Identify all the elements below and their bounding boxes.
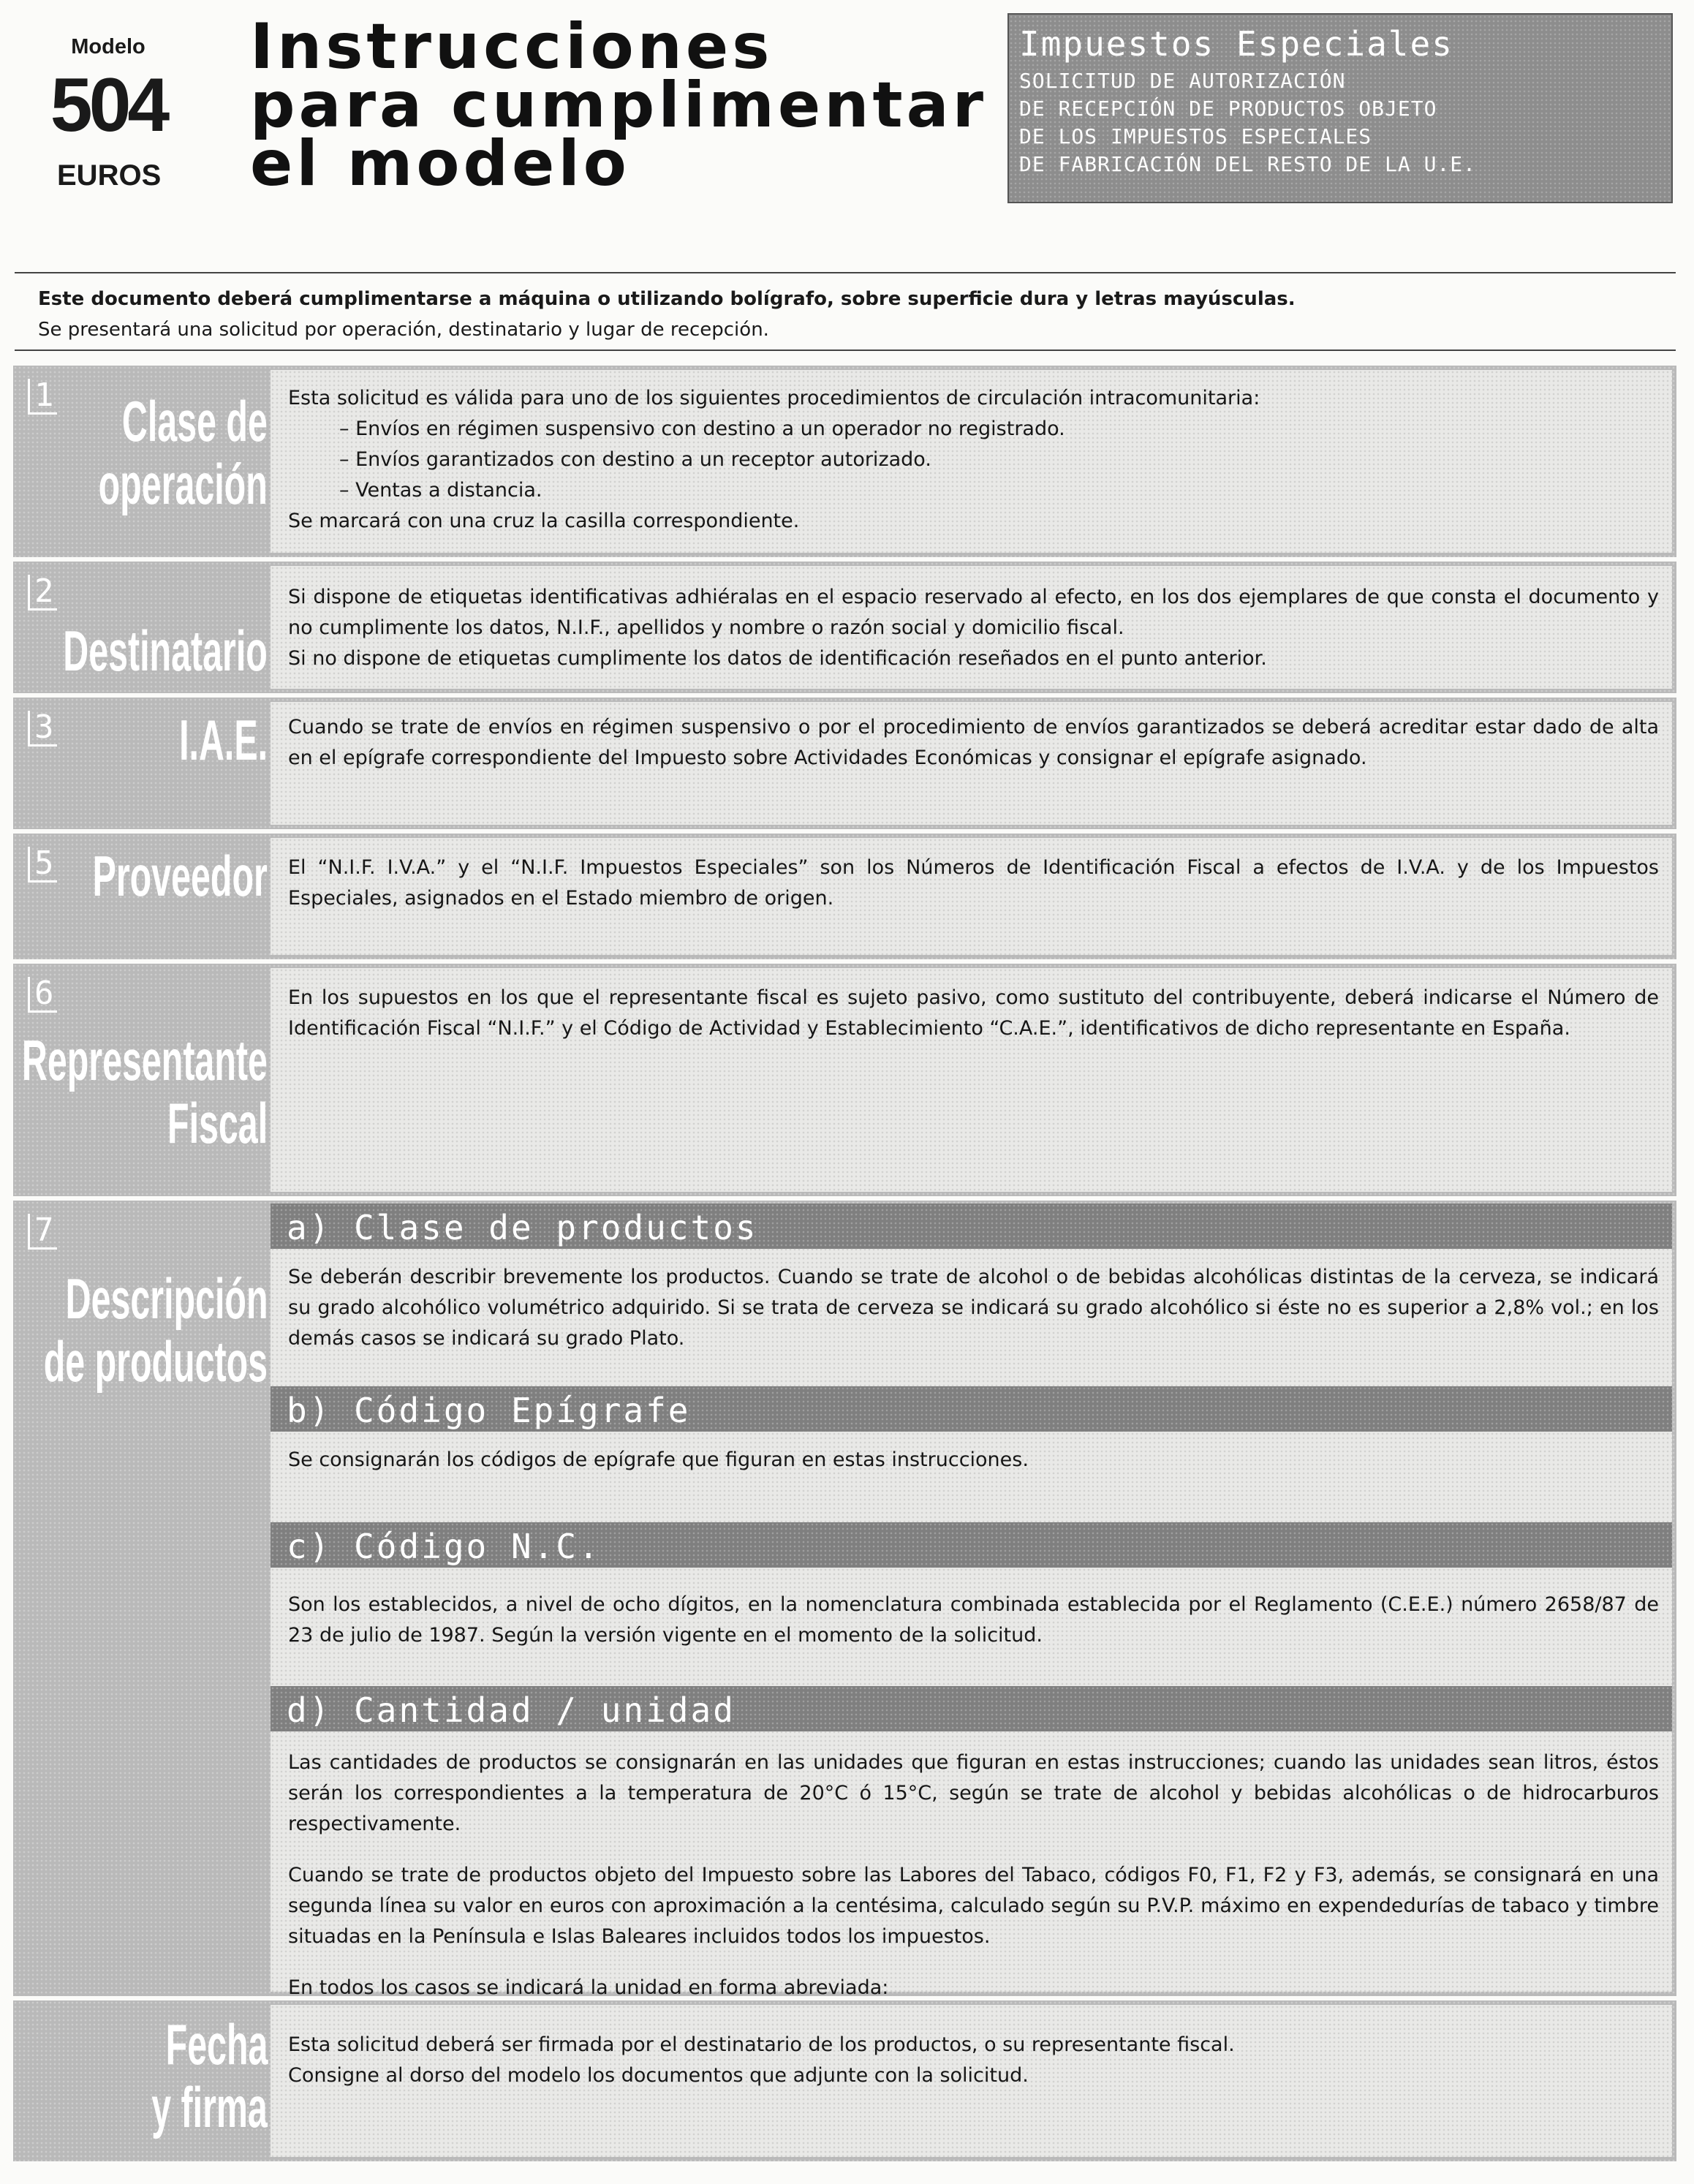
subheader-title: b) Código Epígrafe [287,1391,691,1430]
title-line-3: el modelo [250,127,630,200]
section-title-line: Proveedor [92,844,268,908]
tax-box [1007,13,1673,203]
section-content [271,370,1672,553]
list-item: – Ventas a distancia. [339,479,542,502]
section-text [288,712,1659,774]
paragraph: Si dispone de etiquetas identificativas adhiéralas en el espacio reservado al efecto, en los dos ejemplares de que consta el documento y no cumplimente los datos, N.I.F., apellidos y nombre o razón social y domicilio fiscal. [288,586,1659,639]
title-line-2: para cumplimentar [250,69,988,142]
intro-line: Se presentará una solicitud por operación, destinatario y lugar de recepción. [38,319,769,341]
modelo-label: Modelo [71,35,145,58]
section-content [271,2005,1672,2157]
section-text [288,1445,1659,1475]
paragraph: Son los establecidos, a nivel de ocho dígitos, en la nomenclatura combinada establecida por el Reglamento (C.E.E.) número 2658/87 de 23 de julio de 1987. Según la versión vigente en el momento de la solicitud. [288,1593,1659,1647]
section-number: 1 [28,379,57,415]
section-fecha-firma [13,2000,1676,2161]
section-text [288,1590,1659,1651]
section-content [271,1204,1672,1999]
section-text [288,983,1659,1044]
paragraph: Esta solicitud es válida para uno de los siguientes procedimientos de circulación intracomunitaria: [288,387,1260,409]
section-label [13,834,271,959]
tax-box-line: SOLICITUD DE AUTORIZACIÓN [1019,69,1346,93]
section-number: 6 [28,977,57,1013]
intro-rule [15,349,1676,351]
section-title-line: de productos [43,1329,268,1394]
section-content [271,838,1672,955]
paragraph: Consigne al dorso del modelo los documentos que adjunte con la solicitud. [288,2064,1029,2087]
subheader-cantidad-unidad [271,1686,1672,1731]
intro-bold-line: Este documento deberá cumplimentarse a máquina o utilizando bolígrafo, sobre superficie dura y letras mayúsculas. [38,288,1296,310]
section-text [288,2030,1659,2091]
paragraph: Se consignarán los códigos de epígrafe que figuran en estas instrucciones. [288,1448,1029,1471]
section-title-line: Clase de [122,389,268,453]
tax-box-line: DE LOS IMPUESTOS ESPECIALES [1019,124,1372,148]
paragraph: El “N.I.F. I.V.A.” y el “N.I.F. Impuestos Especiales” son los Números de Identificación Fiscal a efectos de I.V.A. y de los Impuestos Especiales, asignados en el Estado miembro de origen. [288,856,1659,910]
section-label [13,1201,271,1996]
section-representante-fiscal [13,964,1676,1196]
section-title-line: operación [98,452,268,516]
paragraph: Se deberán describir brevemente los productos. Cuando se trate de alcohol o de bebidas alcohólicas distintas de la cerveza, se indicará su grado alcohólico volumétrico adquirido. Si se trata de cerveza se indicará su grado alcohólico si éste no es superior a 2,8% vol.; en los demás casos se indicará su grado Plato. [288,1266,1659,1350]
section-number: 2 [28,575,57,611]
paragraph: En los supuestos en los que el representante fiscal es sujeto pasivo, como sustituto del contribuyente, deberá indicarse el Número de Identificación Fiscal “N.I.F.” y el Código de Actividad y Establecimiento “C.A.E.”, identificativos de dicho representante en España. [288,986,1659,1040]
subheader-codigo-nc [271,1522,1672,1568]
title-line-1: Instrucciones [250,10,774,83]
page-title [250,10,988,200]
paragraph: Se marcará con una cruz la casilla correspondiente. [288,510,800,532]
section-text [288,853,1659,914]
section-title-line: I.A.E. [179,708,268,772]
paragraph: En todos los casos se indicará la unidad en forma abreviada: [288,1976,889,1999]
list-item: – Envíos garantizados con destino a un receptor autorizado. [339,448,931,471]
section-title-line: y firma [151,2075,268,2139]
section-number: 5 [28,847,57,883]
section-title-line: Fiscal [167,1091,268,1155]
section-content [271,702,1672,825]
section-proveedor [13,834,1676,959]
section-clase-operacion [13,366,1676,557]
section-text [288,1747,1659,2034]
list-item: – Envíos en régimen suspensivo con destino a un operador no registrado. [339,417,1065,440]
section-content [271,968,1672,1192]
section-number: 3 [28,711,57,747]
subheader-title: a) Clase de productos [287,1208,758,1247]
subheader-title: d) Cantidad / unidad [287,1690,736,1730]
section-label [13,964,271,1196]
paragraph: Cuando se trate de envíos en régimen suspensivo o por el procedimiento de envíos garantizados se deberá acreditar estar dado de alta en el epígrafe correspondiente del Impuesto sobre Actividades Económicas y consignar el epígrafe asignado. [288,716,1659,769]
section-label [13,366,271,557]
section-destinatario [13,562,1676,693]
section-iae [13,698,1676,829]
section-text [288,582,1659,674]
tax-box-line: DE FABRICACIÓN DEL RESTO DE LA U.E. [1019,152,1477,176]
tax-box-line: DE RECEPCIÓN DE PRODUCTOS OBJETO [1019,97,1437,121]
section-label [13,698,271,829]
section-title-line: Fecha [165,2012,268,2077]
paragraph: Cuando se trate de productos objeto del Impuesto sobre las Labores del Tabaco, códigos F0, F1, F2 y F3, además, se consignará en una segunda línea su valor en euros con aproximación a la centésima, calculado según su P.V.P. máximo en expendedurías de tabaco y timbre situadas en la Península e Islas Baleares incluidos todos los impuestos. [288,1864,1659,1948]
top-rule [15,272,1676,273]
intro-text [38,284,1646,345]
section-label [13,562,271,693]
section-title-line: Destinatario [63,619,268,683]
section-title-line: Descripción [65,1266,268,1331]
section-text [288,383,1659,537]
paragraph: Si no dispone de etiquetas cumplimente los datos de identificación reseñados en el punto anterior. [288,647,1267,670]
tax-box-title: Impuestos Especiales [1019,24,1453,64]
paragraph: Las cantidades de productos se consignarán en las unidades que figuran en estas instrucciones; cuando las unidades sean litros, éstos serán los correspondientes a la temperatura de 20°C ó 15°C, según se trate de alcohol y bebidas alcohólicas o de hidrocarburos respectivamente. [288,1751,1659,1835]
section-text [288,1262,1659,1354]
section-number: 7 [28,1214,57,1250]
subheader-codigo-epigrafe [271,1386,1672,1432]
subheader-title: c) Código N.C. [287,1527,601,1566]
subheader-clase-productos [271,1204,1672,1249]
modelo-currency: EUROS [57,159,162,192]
section-label [13,2000,271,2161]
section-descripcion-productos [13,1201,1676,1999]
section-title-line: Representante [22,1028,268,1092]
paragraph: Esta solicitud deberá ser firmada por el destinatario de los productos, o su representante fiscal. [288,2033,1235,2056]
modelo-number: 504 [50,63,167,148]
section-content [271,566,1672,689]
